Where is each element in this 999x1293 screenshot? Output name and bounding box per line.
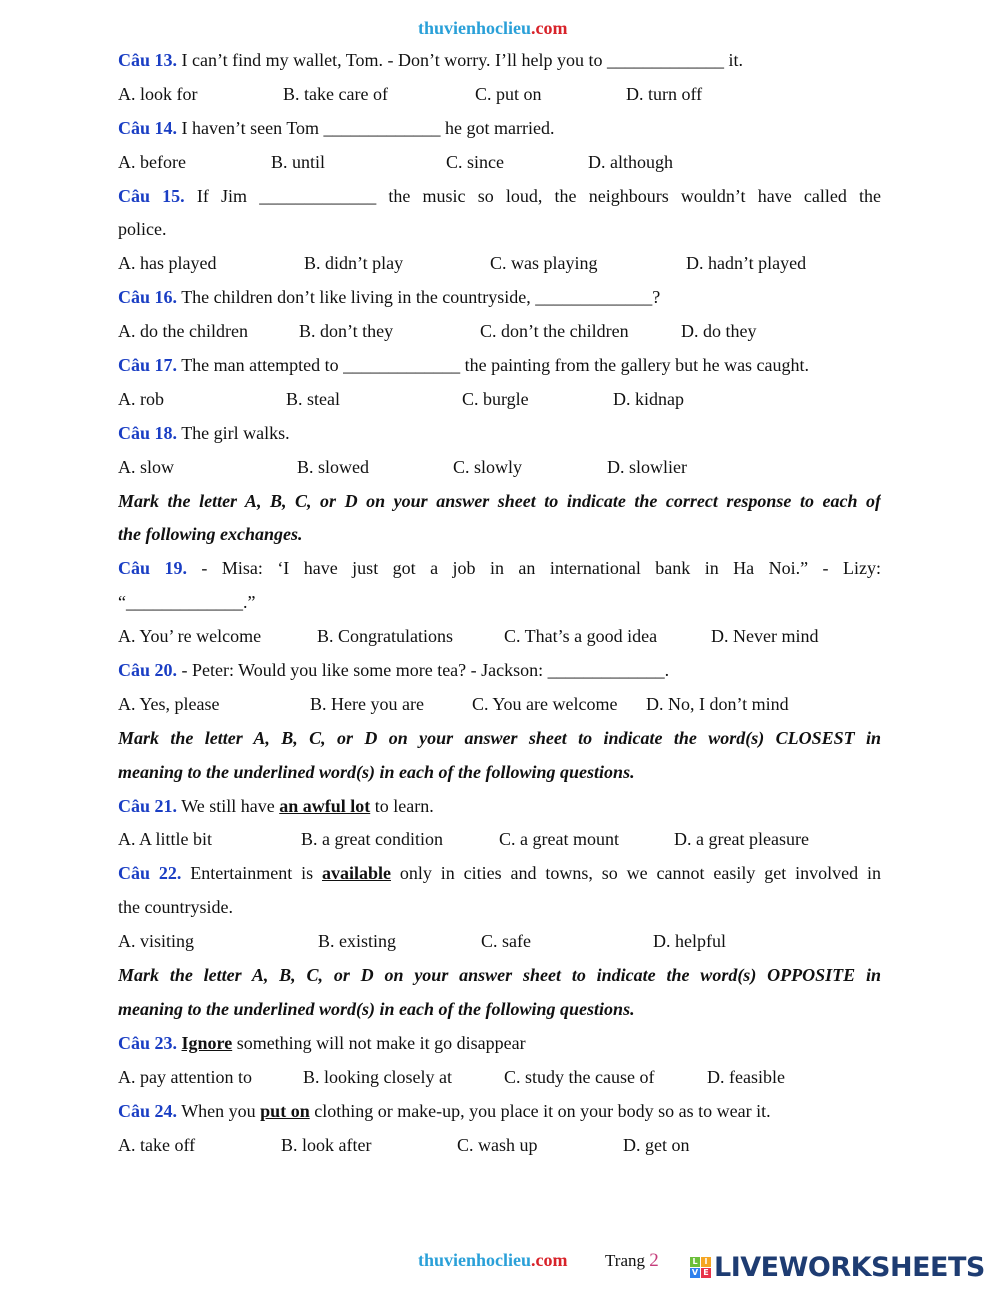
question-text (118, 281, 881, 315)
answer-option: D. Never mind (711, 626, 819, 647)
answer-option: C. That’s a good idea (504, 626, 658, 647)
answer-option: A. slow (118, 456, 175, 477)
answer-options (118, 247, 881, 281)
answer-options (118, 620, 881, 654)
answer-option: A. visiting (118, 931, 195, 952)
answer-option: B. steal (286, 388, 340, 409)
answer-options (118, 688, 881, 722)
question-number: Câu 13. (118, 50, 178, 70)
answer-option: B. existing (318, 931, 397, 952)
text-segment: - Peter: Would you like some more tea? - Jackson: _____________. (177, 660, 670, 681)
answer-option: B. look after (281, 1134, 372, 1155)
instruction-text: the following exchanges. (118, 524, 303, 545)
question-number: Câu 19. (118, 558, 187, 579)
question-text (118, 586, 881, 620)
question-number: Câu 16. (118, 287, 178, 308)
answer-option: D. turn off (626, 83, 703, 104)
answer-option: D. do they (681, 321, 757, 342)
logo-icon: L I V E (690, 1257, 711, 1278)
question-number: Câu 17. (118, 355, 178, 376)
question-number: Câu 23. (118, 1032, 178, 1053)
text-segment: to learn. (370, 795, 434, 816)
answer-options (118, 146, 881, 180)
header-site-name: thuvienhoclieu.com (418, 18, 568, 38)
answer-option: C. put on (475, 83, 542, 104)
question-text (118, 180, 881, 214)
answer-options (118, 78, 881, 112)
text-segment: the countryside. (118, 897, 233, 918)
footer-site-name: thuvienhoclieu.com (418, 1250, 568, 1270)
question-number: Câu 20. (118, 660, 178, 681)
instruction-text: Mark the letter A, B, C, or D on your answer sheet to indicate the correct response to each of (118, 490, 881, 511)
answer-option: A. rob (118, 388, 164, 409)
text-segment: I can’t find my wallet, Tom. - Don’t worry. I’ll help you to _____________ it. (177, 50, 744, 70)
question-text (118, 417, 881, 451)
question-text (118, 1095, 881, 1129)
answer-options (118, 315, 881, 349)
answer-options (118, 1129, 881, 1163)
text-segment: something will not make it go disappear (232, 1032, 526, 1053)
answer-option: C. burgle (462, 388, 529, 409)
question-text (118, 857, 881, 891)
text-segment: clothing or make-up, you place it on your body so as to wear it. (309, 1100, 771, 1121)
question-number: Câu 24. (118, 1100, 178, 1121)
answer-option: D. slowlier (607, 456, 687, 477)
liveworksheets-logo: L I V E LIVEWORKSHEETS (691, 1252, 985, 1283)
answer-option: C. You are welcome (472, 693, 618, 714)
answer-option: D. get on (623, 1134, 690, 1155)
answer-option: C. was playing (490, 253, 598, 274)
question-text (118, 654, 881, 688)
answer-option: B. a great condition (301, 829, 443, 850)
answer-option: D. helpful (653, 931, 726, 952)
answer-option: A. You’ re welcome (118, 626, 262, 647)
underlined-word: put on (260, 1100, 310, 1121)
question-text (118, 213, 881, 247)
text-segment: The man attempted to _____________ the painting from the gallery but he was caught. (177, 355, 810, 376)
answer-option: A. A little bit (118, 829, 213, 850)
answer-option: D. hadn’t played (686, 253, 807, 274)
underlined-word: Ignore (181, 1032, 233, 1053)
question-text (118, 552, 881, 586)
instruction-text: meaning to the underlined word(s) in each of the following questions. (118, 761, 635, 782)
instruction-text: Mark the letter A, B, C, or D on your answer sheet to indicate the word(s) OPPOSITE in (118, 965, 881, 986)
answer-options (118, 383, 881, 417)
answer-option: D. a great pleasure (674, 829, 809, 850)
answer-option: D. No, I don’t mind (646, 693, 789, 714)
answer-options (118, 451, 881, 485)
answer-option: A. Yes, please (118, 693, 220, 714)
underlined-word: available (322, 863, 392, 884)
text-segment: Entertainment is (181, 863, 322, 884)
answer-option: B. slowed (297, 456, 369, 477)
text-segment: When you (177, 1100, 261, 1121)
answer-option: A. take off (118, 1134, 196, 1155)
text-segment: - Misa: ‘I have just got a job in an international bank in Ha Noi.” - Lizy: (186, 558, 881, 579)
instruction-text: meaning to the underlined word(s) in each of the following questions. (118, 998, 635, 1019)
text-segment: If Jim _____________ the music so loud, the neighbours wouldn’t have called the (184, 185, 881, 206)
question-number: Câu 14. (118, 117, 178, 138)
answer-option: C. don’t the children (480, 321, 629, 342)
answer-option: C. since (446, 151, 504, 172)
question-number: Câu 18. (118, 422, 178, 443)
answer-options (118, 823, 881, 857)
question-number: Câu 22. (118, 863, 182, 884)
question-text (118, 1027, 881, 1061)
answer-option: A. before (118, 151, 186, 172)
answer-option: C. study the cause of (504, 1066, 655, 1087)
page-number: Trang 2 (605, 1250, 659, 1271)
answer-option: D. kidnap (613, 388, 684, 409)
answer-option: B. until (271, 151, 326, 172)
answer-option: C. slowly (453, 456, 523, 477)
text-segment: The girl walks. (177, 422, 290, 443)
text-segment: police. (118, 219, 167, 240)
answer-option: C. wash up (457, 1134, 538, 1155)
question-number: Câu 15. (118, 185, 185, 206)
answer-option: B. take care of (283, 83, 388, 104)
answer-option: C. a great mount (499, 829, 619, 850)
question-text (118, 891, 881, 925)
underlined-word: an awful lot (279, 795, 371, 816)
text-segment: We still have (177, 795, 280, 816)
question-number: Câu 21. (118, 795, 178, 816)
text-segment: I haven’t seen Tom _____________ he got married. (177, 117, 555, 138)
question-text (118, 349, 881, 383)
text-segment: “_____________.” (118, 592, 256, 613)
answer-option: D. feasible (707, 1066, 785, 1087)
answer-option: A. look for (118, 83, 198, 104)
text-segment: The children don’t like living in the countryside, _____________? (177, 287, 661, 308)
answer-option: D. although (588, 151, 673, 172)
answer-option: A. has played (118, 253, 217, 274)
answer-option: B. Congratulations (317, 626, 453, 647)
instruction-text: Mark the letter A, B, C, or D on your answer sheet to indicate the word(s) CLOSEST in (118, 727, 881, 748)
answer-option: B. looking closely at (303, 1066, 452, 1087)
answer-option: B. didn’t play (304, 253, 404, 274)
question-text (118, 790, 881, 824)
answer-options (118, 925, 881, 959)
question-text (118, 112, 881, 146)
answer-option: A. do the children (118, 321, 248, 342)
answer-option: B. Here you are (310, 693, 424, 714)
worksheet-body (118, 44, 881, 1162)
answer-option: A. pay attention to (118, 1066, 252, 1087)
answer-option: C. safe (481, 931, 531, 952)
answer-options (118, 1061, 881, 1095)
question-text (118, 44, 881, 78)
answer-option: B. don’t they (299, 321, 394, 342)
text-segment: only in cities and towns, so we cannot easily get involved in (391, 863, 881, 884)
